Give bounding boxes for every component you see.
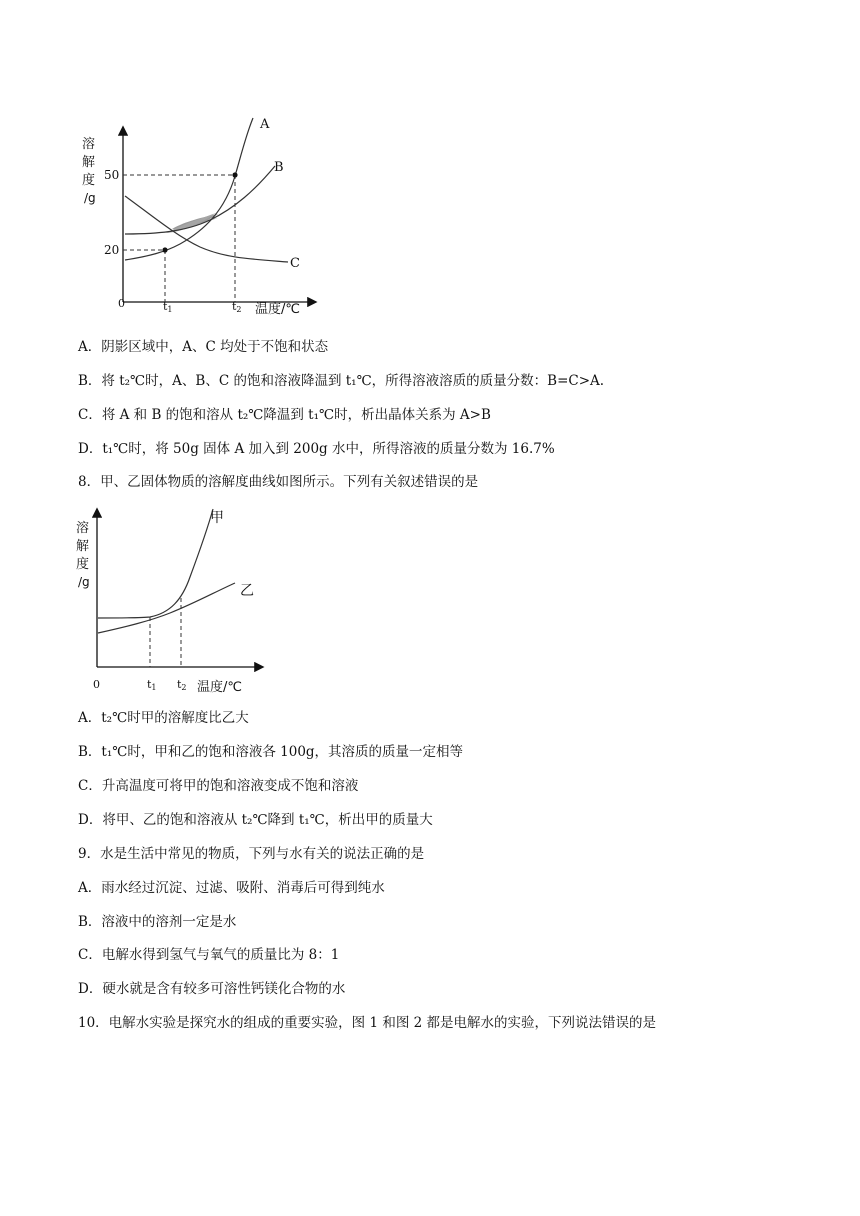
curve-label-jia: 甲 [210,510,224,526]
point-t1 [162,247,167,252]
curve-b [125,166,275,234]
q10-stem: 10．电解水实验是探究水的组成的重要实验，图 1 和图 2 都是电解水的实验，下列说法错误的是 [78,1015,657,1031]
q9-option-a: A．雨水经过沉淀、过滤、吸附、消毒后可得到纯水 [78,880,385,896]
solubility-chart-jia-yi [70,505,280,695]
ylabel-char-3: 度 [76,557,90,572]
xtick-t1: t1 [147,678,157,692]
ylabel-char-4: /g [84,191,96,205]
q8-stem: 8．甲、乙固体物质的溶解度曲线如图所示。下列有关叙述错误的是 [78,474,479,490]
ylabel-char-1: 溶 [82,137,96,152]
q7-option-c: C．将 A 和 B 的饱和溶从 t₂℃降温到 t₁℃时，析出晶体关系为 A>B [78,407,491,423]
curve-c [125,196,288,262]
q8-option-a: A．t₂℃时甲的溶解度比乙大 [78,710,249,726]
curve-a [125,118,253,260]
xlabel: 温度/℃ [197,680,242,695]
curve-label-yi: 乙 [240,583,254,599]
q7-option-b: B．将 t₂℃时，A、B、C 的饱和溶液降温到 t₁℃，所得溶液溶质的质量分数：B=C>A. [78,373,605,389]
point-t2 [232,172,237,177]
ytick-20: 20 [104,243,120,257]
xtick-t2: t2 [177,678,187,692]
q9-option-c: C．电解水得到氢气与氧气的质量比为 8：1 [78,947,340,963]
curve-label-a: A [260,117,270,132]
ylabel-char-1: 溶 [76,521,90,536]
q9-option-d: D．硬水就是含有较多可溶性钙镁化合物的水 [78,981,346,997]
origin-label: 0 [118,297,125,310]
q8-option-d: D．将甲、乙的饱和溶液从 t₂℃降到 t₁℃，析出甲的质量大 [78,812,433,828]
solubility-chart-abc [70,110,330,320]
curve-label-b: B [274,160,284,175]
ylabel-char-2: 解 [82,155,96,170]
xlabel: 温度/℃ [255,302,300,317]
curve-label-c: C [290,256,300,271]
xtick-t1: t1 [163,300,173,314]
origin-label: 0 [93,678,100,691]
ylabel-char-4: /g [78,575,90,589]
q7-option-d: D．t₁℃时，将 50g 固体 A 加入到 200g 水中，所得溶液的质量分数为 16.7% [78,441,555,457]
q7-option-a: A．阴影区域中，A、C 均处于不饱和状态 [78,339,329,355]
q9-stem: 9．水是生活中常见的物质，下列与水有关的说法正确的是 [78,846,425,862]
ylabel-char-3: 度 [82,173,96,188]
q8-option-b: B．t₁℃时，甲和乙的饱和溶液各 100g，其溶质的质量一定相等 [78,744,464,760]
ylabel-char-2: 解 [76,539,90,554]
q9-option-b: B．溶液中的溶剂一定是水 [78,914,237,930]
q8-option-c: C．升高温度可将甲的饱和溶液变成不饱和溶液 [78,778,359,794]
xtick-t2: t2 [232,300,242,314]
curve-yi [98,583,235,633]
ytick-50: 50 [104,168,120,182]
